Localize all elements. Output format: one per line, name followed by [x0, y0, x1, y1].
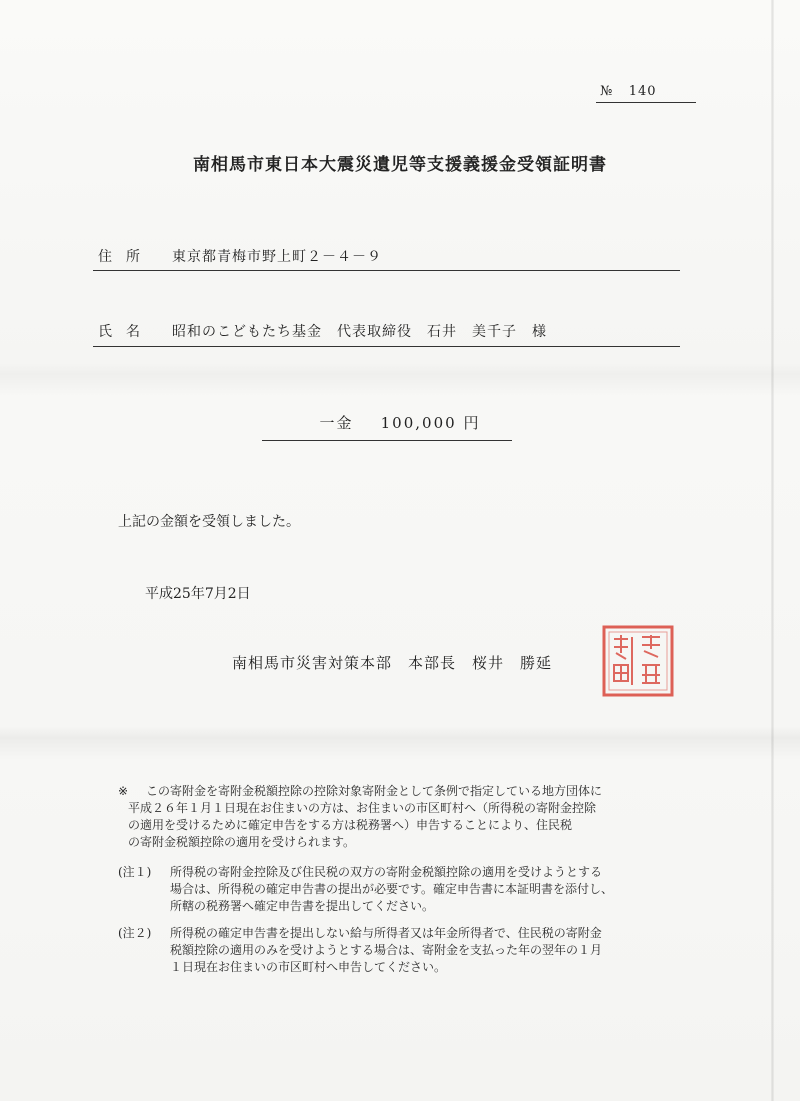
amount-prefix: 一金: [319, 414, 354, 432]
note-1-line: 所得税の寄附金控除及び住民税の双方の寄附金税額控除の適用を受けようとする: [170, 865, 603, 879]
note-1-line: 所轄の税務署へ確定申告書を提出してください。: [170, 899, 435, 913]
address-label: 住所: [98, 249, 154, 265]
note-1: [118, 864, 698, 915]
note-2-mark: (注２): [118, 926, 152, 940]
number-underline: [596, 102, 696, 103]
note-main-line: の寄附金税額控除の適用を受けられます。: [128, 835, 356, 849]
note-2: [118, 925, 698, 976]
number-label: №: [600, 84, 614, 99]
amount-value: 100,000: [380, 414, 457, 432]
name-underline: [93, 346, 680, 347]
receipt-statement: 上記の金額を受領しました。: [118, 514, 300, 530]
note-main: [118, 783, 688, 851]
note-main-mark: ※: [118, 784, 129, 798]
name-value: 昭和のこどもたち基金 代表取締役 石井 美千子 様: [172, 324, 547, 340]
address-underline: [93, 270, 680, 271]
amount-unit: 円: [463, 414, 481, 432]
document-number: [600, 84, 657, 99]
note-2-line: １日現在お住まいの市区町村へ申告してください。: [170, 960, 447, 974]
address-value: 東京都青梅市野上町２－４－９: [172, 249, 382, 265]
amount-underline: [262, 440, 512, 441]
note-1-line: 場合は、所得税の確定申告書の提出が必要です。確定申告書に本証明書を添付し、: [170, 882, 614, 896]
issue-date: 平成25年7月2日: [145, 586, 251, 602]
official-seal-icon: [602, 625, 674, 697]
note-main-line: 平成２６年１月１日現在お住まいの方は、お住まいの市区町村へ（所得税の寄附金控除: [128, 801, 597, 815]
page-title: 南相馬市東日本大震災遺児等支援義援金受領証明書: [193, 155, 607, 175]
note-2-line: 税額控除の適用のみを受けようとする場合は、寄附金を支払った年の翌年の１月: [170, 943, 603, 957]
number-value: 140: [628, 84, 657, 99]
note-2-line: 所得税の確定申告書を提出しない給与所得者又は年金所得者で、住民税の寄附金: [170, 926, 602, 940]
note-main-line: の適用を受けるために確定申告をする方は税務署へ）申告することにより、住民税: [128, 818, 573, 832]
amount: [0, 412, 800, 433]
issuer: 南相馬市災害対策本部 本部長 桜井 勝延: [232, 654, 553, 672]
note-main-line: この寄附金を寄附金税額控除の控除対象寄附金として条例で指定している地方団体に: [146, 784, 603, 798]
note-1-mark: (注１): [118, 865, 152, 879]
name-label: 氏名: [98, 324, 154, 340]
